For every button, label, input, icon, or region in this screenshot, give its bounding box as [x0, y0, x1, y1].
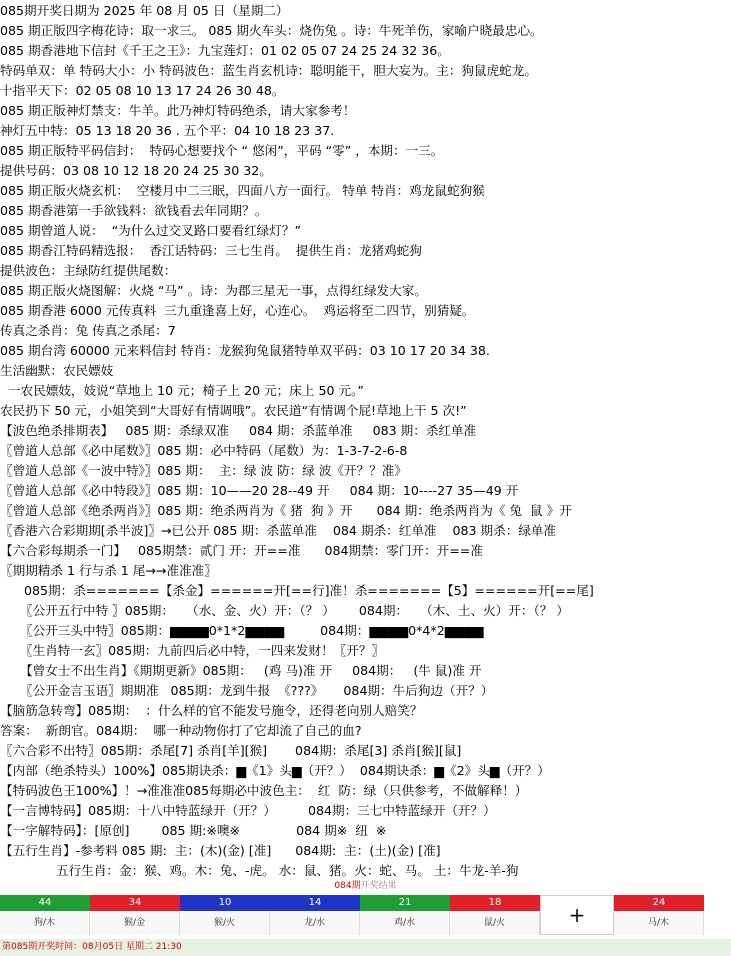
text-line: 085 期正版火烧图解：火烧 “马” 。诗：为郡三星无一事，点得红绿发大家。 — [0, 283, 427, 298]
plus-cell — [540, 895, 614, 935]
results-issue: 084期 — [334, 881, 361, 891]
result-ball — [450, 895, 540, 935]
text-line: 生活幽默：农民嫖妓 — [0, 363, 114, 378]
text-line: 085 期香港第一手欲钱料：欲钱看去年同期？。 — [0, 203, 268, 218]
text-line: 〖香港六合彩期期[杀半波]〗→已公开 085 期：杀蓝单准 084 期杀：红单准 083 期杀：绿单准 — [0, 523, 557, 538]
text-line: 085 期台湾 60000 元来料信封 特肖：龙猴狗兔鼠猪特单双平码：03 10 17 20 34 38. — [0, 343, 490, 358]
text-line: 085 期香港地下信封《千王之王》：九宝莲灯：01 02 05 07 24 25 24 32 36。 — [0, 43, 450, 58]
text-line: 特码单双：单 特码大小：小 特码波色：蓝生肖玄机诗：聪明能干，胆大妄为。主：狗鼠虎蛇龙。 — [0, 63, 537, 78]
ball-zodiac: 马/木 — [614, 911, 704, 935]
text-line: 【五行生肖】-参考料 085 期: 主：(木)(金) [准] 084期: 主：(土)(金) [准] — [0, 843, 441, 858]
text-line: 085 期正版特平码信封： 特码心想要找个 “ 悠闲”，平码 “零” ，本期：一三。 — [0, 143, 444, 158]
text-line: 【一字解特码】：[原创] 085 期:※噢※ 084 期※ 纽 ※ — [0, 823, 387, 838]
result-ball — [360, 895, 450, 935]
text-line: 085 期香港 6000 元传真料 三九重逢喜上好，心连心。 鸡运将至二四节，别猜疑。 — [0, 303, 475, 318]
results-title — [0, 877, 731, 895]
text-line: 085 期正版神灯禁支：牛羊。此乃神灯特码绝杀，请大家参考！ — [0, 103, 356, 118]
text-line: 【六合彩每期杀一门】 085期禁：贰门 开：开==准 084期禁：零门开：开==准 — [0, 543, 483, 558]
ball-zodiac: 狗/木 — [0, 911, 90, 935]
text-line: 答案： 新朗官。084期： 哪一种动物你打了它却流了自己的血? — [0, 723, 362, 738]
ball-number: 18 — [450, 895, 540, 911]
text-line: 十指平天下：02 05 08 10 13 17 24 26 30 48。 — [0, 83, 285, 98]
text-line: 085 期香江特码精选报： 香江话特码：三七生肖。 提供生肖：龙猪鸡蛇狗 — [0, 243, 422, 258]
ball-number: 10 — [180, 895, 270, 911]
results-label: 开奖结果 — [360, 881, 397, 891]
draw-results-bar — [0, 877, 731, 935]
ball-number: 34 — [90, 895, 180, 911]
special-ball — [614, 895, 704, 935]
text-line: 提供波色：主绿防红提供尾数： — [0, 263, 177, 278]
ball-zodiac: 鼠/火 — [450, 911, 540, 935]
text-line: 〖公开三头中特〗085期：▆▆▆▆0*1*2▆▆▆▆ 084期：▆▆▆▆0*4*2▆▆▆▆ — [0, 623, 484, 638]
text-line: 〖期期精杀 1 行与杀 1 尾→→准准准〗 — [0, 563, 217, 578]
result-ball — [270, 895, 360, 935]
ball-number: 44 — [0, 895, 90, 911]
text-line: 085期开奖日期为 2025 年 08 月 05 日（星期二） — [0, 3, 289, 18]
text-line: 【内部（绝杀特头）100%】085期诀杀：▆《1》头▆（开？） 084期诀杀：▆《2》头▆（开？） — [0, 763, 550, 778]
text-line: 085 期正版火烧玄机： 空楼月中二三眠，四面八方一面行。 特单 特肖：鸡龙鼠蛇狗猴 — [0, 183, 485, 198]
plus-icon: + — [540, 895, 614, 935]
result-ball — [90, 895, 180, 935]
text-line: 神灯五中特：05 13 18 20 36 . 五个平：04 10 18 23 37. — [0, 123, 335, 138]
result-ball — [0, 895, 90, 935]
ball-zodiac: 猴/火 — [180, 911, 270, 935]
text-line: 提供号码：03 08 10 12 18 20 24 25 30 32。 — [0, 163, 272, 178]
text-line: 〖六合彩不出特〗085期：杀尾[7] 杀肖[羊][猴] 084期：杀尾[3] 杀肖[猴][鼠] — [0, 743, 462, 758]
text-line: 一农民嫖妓，妓说“草地上 10 元；椅子上 20 元；床上 50 元。” — [0, 383, 364, 398]
result-ball — [180, 895, 270, 935]
text-line: 传真之杀肖：兔 传真之杀尾：7 — [0, 323, 176, 338]
text-line: 085期：杀=======【杀金】======开[==行]准！杀=======【5】======开[==尾] — [0, 583, 594, 598]
text-line: 〖曾道人总部《必中特段》〗085 期：10——20 28--49 开 084 期：10----27 35—49 开 — [0, 483, 519, 498]
text-line: 【一言博特码】085期：十八中特蓝绿开（开？） 084期：三七中特蓝绿开（开？） — [0, 803, 496, 818]
result-balls — [0, 895, 731, 935]
text-line: 【脑筋急转弯】085期： ：什么样的官不能发号施令，还得老向别人赔笑？ — [0, 703, 423, 718]
text-line: 085 期正版四字梅花诗：取一求三。 085 期火车头：烧伤兔 。诗：牛死羊伤，家喻户晓最忠心。 — [0, 23, 543, 38]
text-line: 【曾女士不出生肖】《期期更新》085期： (鸡 马)准 开 084期： (牛 鼠)准 开 — [0, 663, 482, 678]
text-line: 【特码波色王100%】！→准准准085每期必中波色主： 红 防：绿（只供参考，不做解释！） — [0, 783, 528, 798]
draw-time-footer: 第085期开奖时间：08月05日 星期二 21:30 — [0, 939, 731, 956]
text-line: 085 期曾道人说： “为什么过交叉路口要看红绿灯？” — [0, 223, 301, 238]
ball-number: 24 — [614, 895, 704, 911]
ball-number: 21 — [360, 895, 450, 911]
text-line: 〖曾道人总部《一波中特》〗085 期： 主：绿 波 防：绿 波《开？？准》 — [0, 463, 407, 478]
text-line: 〖公开金言玉语〗期期准 085期：龙到牛报 《???》 084期：牛后狗边（开？） — [0, 683, 494, 698]
ball-number: 14 — [270, 895, 360, 911]
text-line: 〖生肖特一玄〗085期：九前四后必中特，一四来发财！〖开？〗 — [0, 643, 385, 658]
text-line: 农民扔下 50 元，小姐笑到“大哥好有情调哦”。农民道“有情调个屁!草地上干 5 次!” — [0, 403, 467, 418]
text-line: 【波色绝杀排期表】 085 期：杀绿双准 084 期：杀蓝单准 083 期：杀红单准 — [0, 423, 477, 438]
ball-zodiac: 龙/水 — [270, 911, 360, 935]
ball-zodiac: 猴/金 — [90, 911, 180, 935]
text-line: 〖曾道人总部《必中尾数》〗085 期：必中特码（尾数）为：1-3-7-2-6-8 — [0, 443, 408, 458]
text-line: 五行生肖：金：猴、鸡。木：兔、-虎。 水：鼠、猪。火：蛇、马。 土：牛龙-羊-狗 — [0, 863, 519, 878]
text-line: 〖曾道人总部《绝杀两肖》〗085 期：绝杀两肖为《 猪 狗 》开 084 期：绝杀两肖为《 兔 鼠 》开 — [0, 503, 572, 518]
text-line: 〖公开五行中特 〗085期： （水、金、火）开：（？ ） 084期： （木、土、火）开：（？ ） — [0, 603, 569, 618]
ball-zodiac: 鸡/水 — [360, 911, 450, 935]
